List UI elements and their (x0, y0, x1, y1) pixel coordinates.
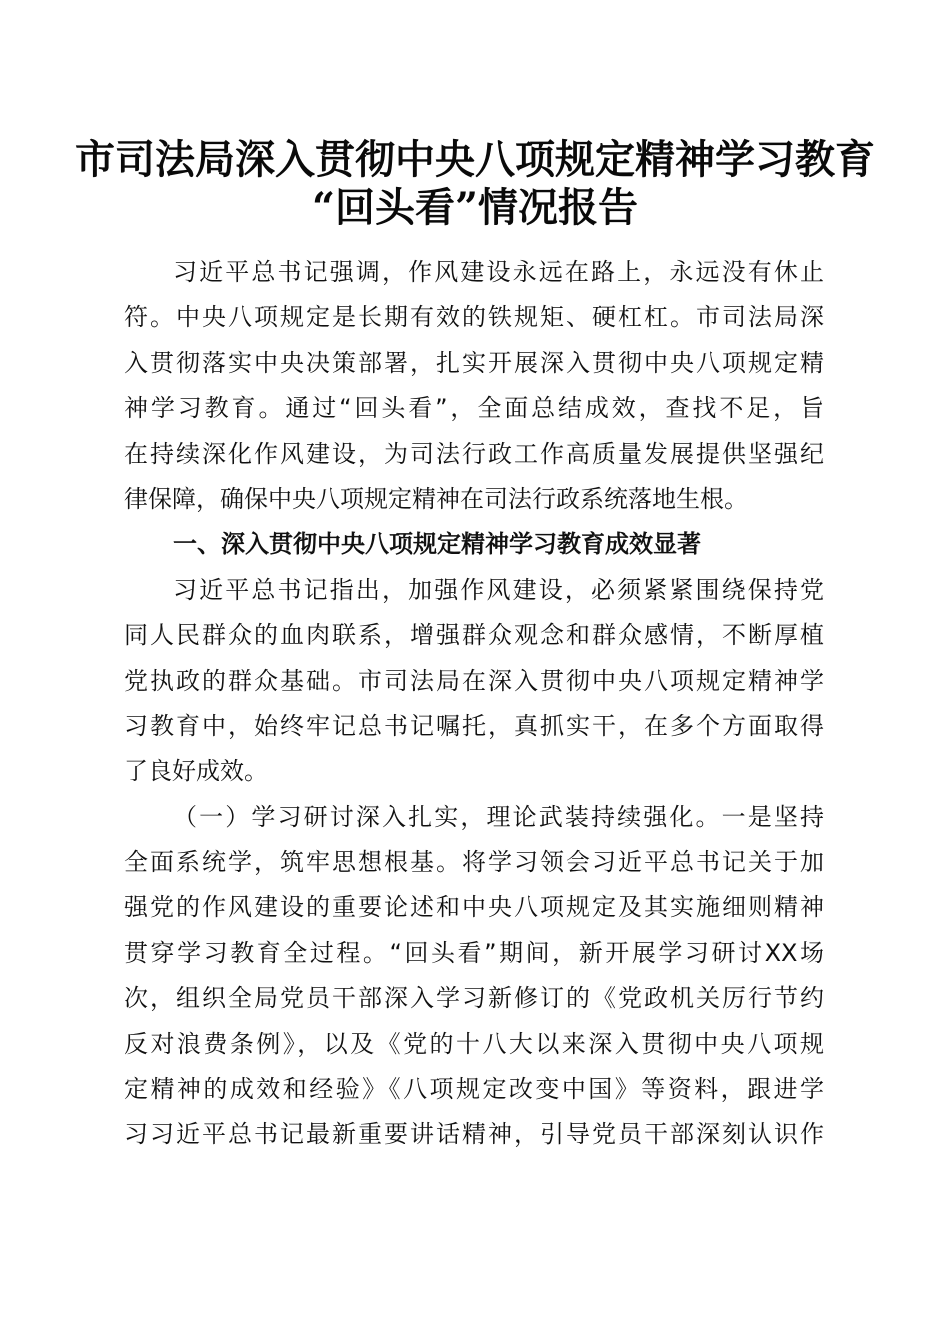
section-heading: 一、深入贯彻中央八项规定精神学习教育成效显著 (173, 530, 701, 559)
body-line: 律保障，确保中央八项规定精神在司法行政系统落地生根。 (124, 484, 748, 513)
body-line: 党执政的群众基础。市司法局在深入贯彻中央八项规定精神学 (124, 666, 824, 695)
body-line: 了良好成效。 (124, 757, 268, 786)
body-line: 符。中央八项规定是长期有效的铁规矩、硬杠杠。市司法局深 (124, 303, 824, 332)
body-line: 同人民群众的血肉联系，增强群众观念和群众感情，不断厚植 (124, 621, 824, 650)
body-line: 全面系统学，筑牢思想根基。将学习领会习近平总书记关于加 (124, 848, 824, 877)
body-line: 习近平总书记强调，作风建设永远在路上，永远没有休止 (173, 258, 824, 286)
body-line: 强党的作风建设的重要论述和中央八项规定及其实施细则精神 (124, 893, 824, 922)
body-line: 入贯彻落实中央决策部署，扎实开展深入贯彻中央八项规定精 (124, 348, 824, 377)
body-line: 习习近平总书记最新重要讲话精神，引导党员干部深刻认识作 (124, 1120, 824, 1149)
body-line: 定精神的成效和经验》《八项规定改变中国》等资料，跟进学 (124, 1075, 824, 1104)
body-line: 反对浪费条例》，以及《党的十八大以来深入贯彻中央八项规 (124, 1029, 824, 1058)
body-line: 次，组织全局党员干部深入学习新修订的《党政机关厉行节约 (124, 984, 824, 1013)
body-line: 在持续深化作风建设，为司法行政工作高质量发展提供坚强纪 (124, 439, 824, 468)
document-body (124, 250, 824, 1158)
document-title-line-2: “回头看”情况报告 (311, 184, 638, 231)
body-line: 习近平总书记指出，加强作风建设，必须紧紧围绕保持党 (173, 575, 824, 604)
document-title-line-1: 市司法局深入贯彻中央八项规定精神学习教育 (75, 136, 875, 183)
body-line: 神学习教育。通过“回头看”，全面总结成效，查找不足，旨 (124, 394, 824, 423)
body-line: 贯穿学习教育全过程。“回头看”期间，新开展学习研讨XX场 (124, 938, 824, 967)
subsection-line: （一）学习研讨深入扎实，理论武装持续强化。一是坚持 (173, 802, 824, 831)
body-line: 习教育中，始终牢记总书记嘱托，真抓实干，在多个方面取得 (124, 711, 824, 740)
